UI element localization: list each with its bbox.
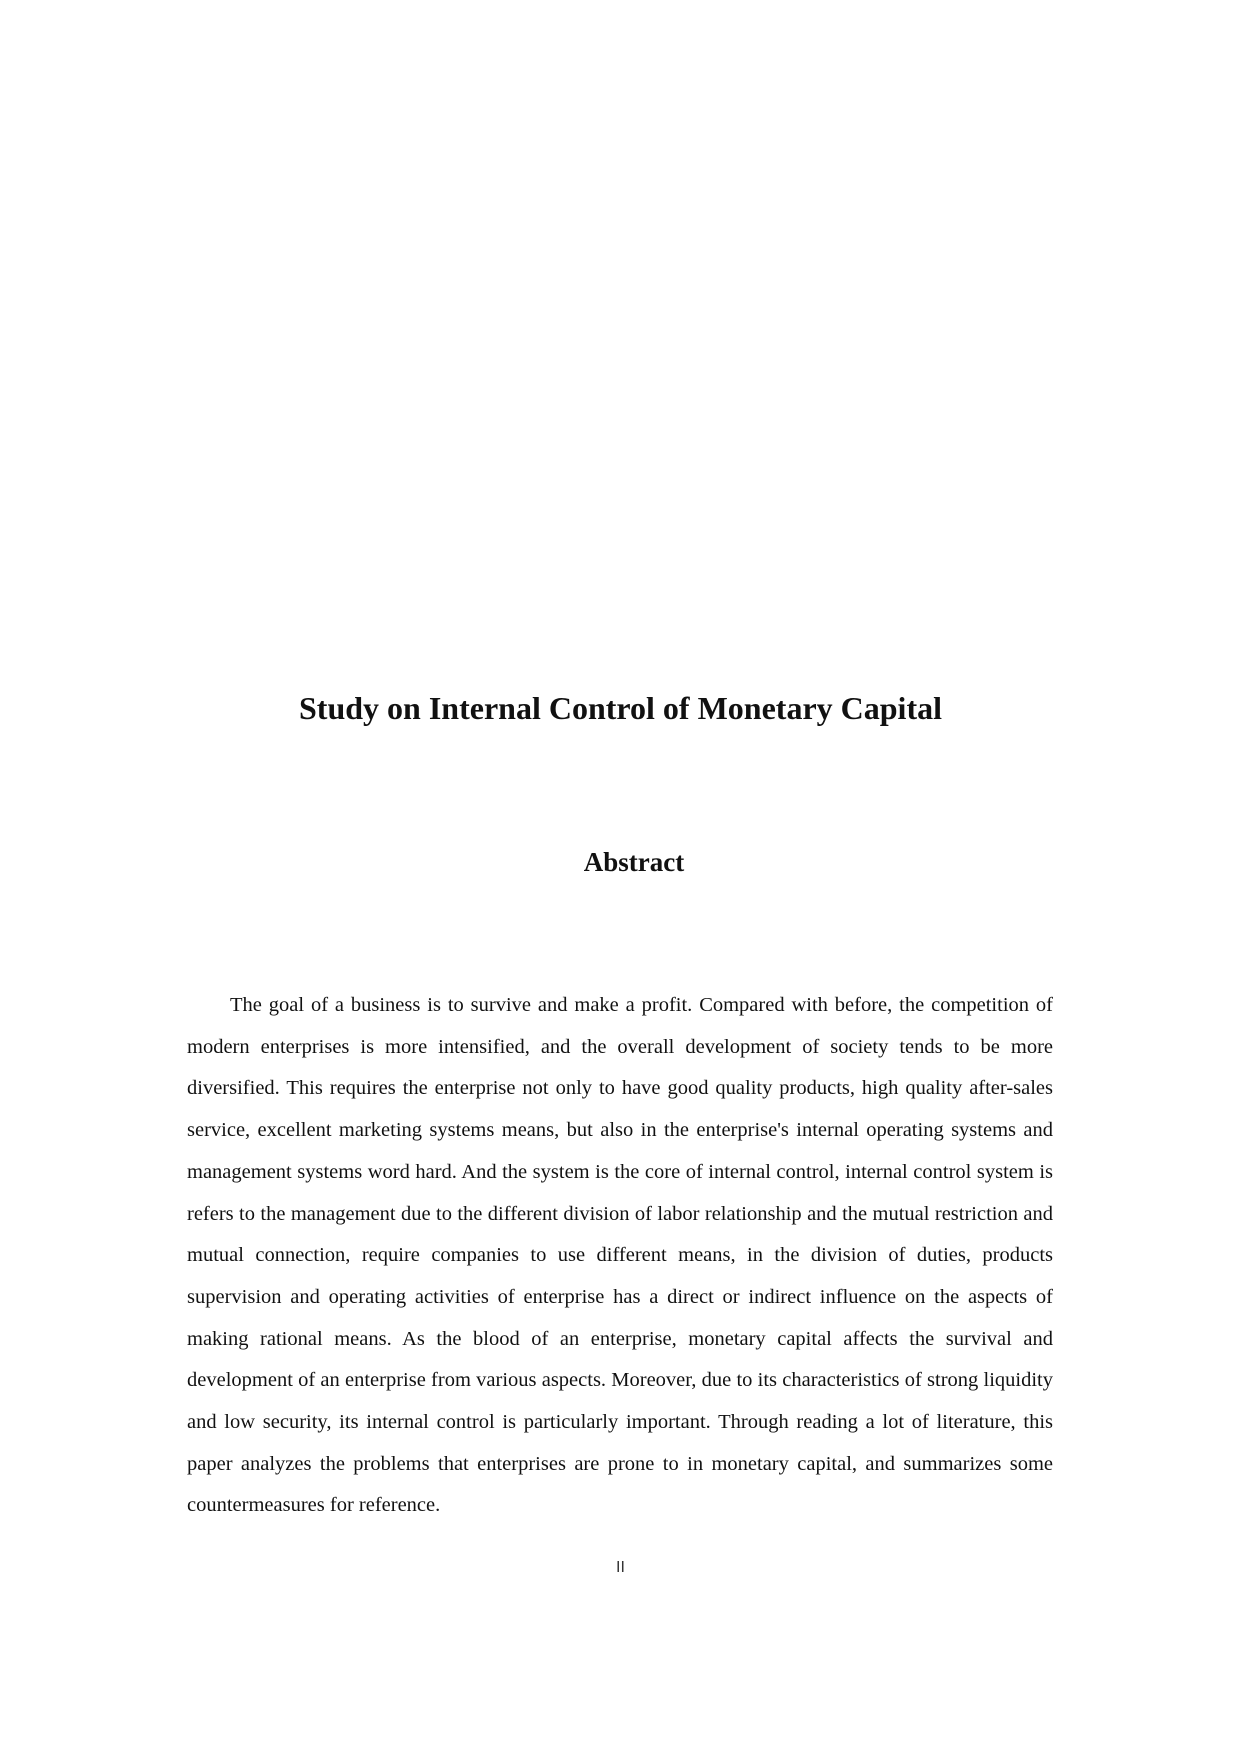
paper-title: Study on Internal Control of Monetary Capital: [299, 690, 942, 726]
abstract-paragraph: The goal of a business is to survive and make a profit. Compared with before, the competition of modern enterprises is more intensified, and the overall development of society tends to be more diversified. This requires the enterprise not only to have good quality products, high quality after-sales service, excellent marketing systems means, but also in the enterprise's internal operating systems and management systems word hard. And the system is the core of internal control, internal control system is refers to the management due to the different division of labor relationship and the mutual restriction and mutual connection, require companies to use different means, in the division of duties, products supervision and operating activities of enterprise has a direct or indirect influence on the aspects of making rational means. As the blood of an enterprise, monetary capital affects the survival and development of an enterprise from various aspects. Moreover, due to its characteristics of strong liquidity and low security, its internal control is particularly important. Through reading a lot of literature, this paper analyzes the problems that enterprises are prone to in monetary capital, and summarizes some countermeasures for reference.: [187, 994, 1053, 1517]
abstract-heading: Abstract: [583, 847, 685, 877]
page-number: II: [616, 1559, 625, 1576]
